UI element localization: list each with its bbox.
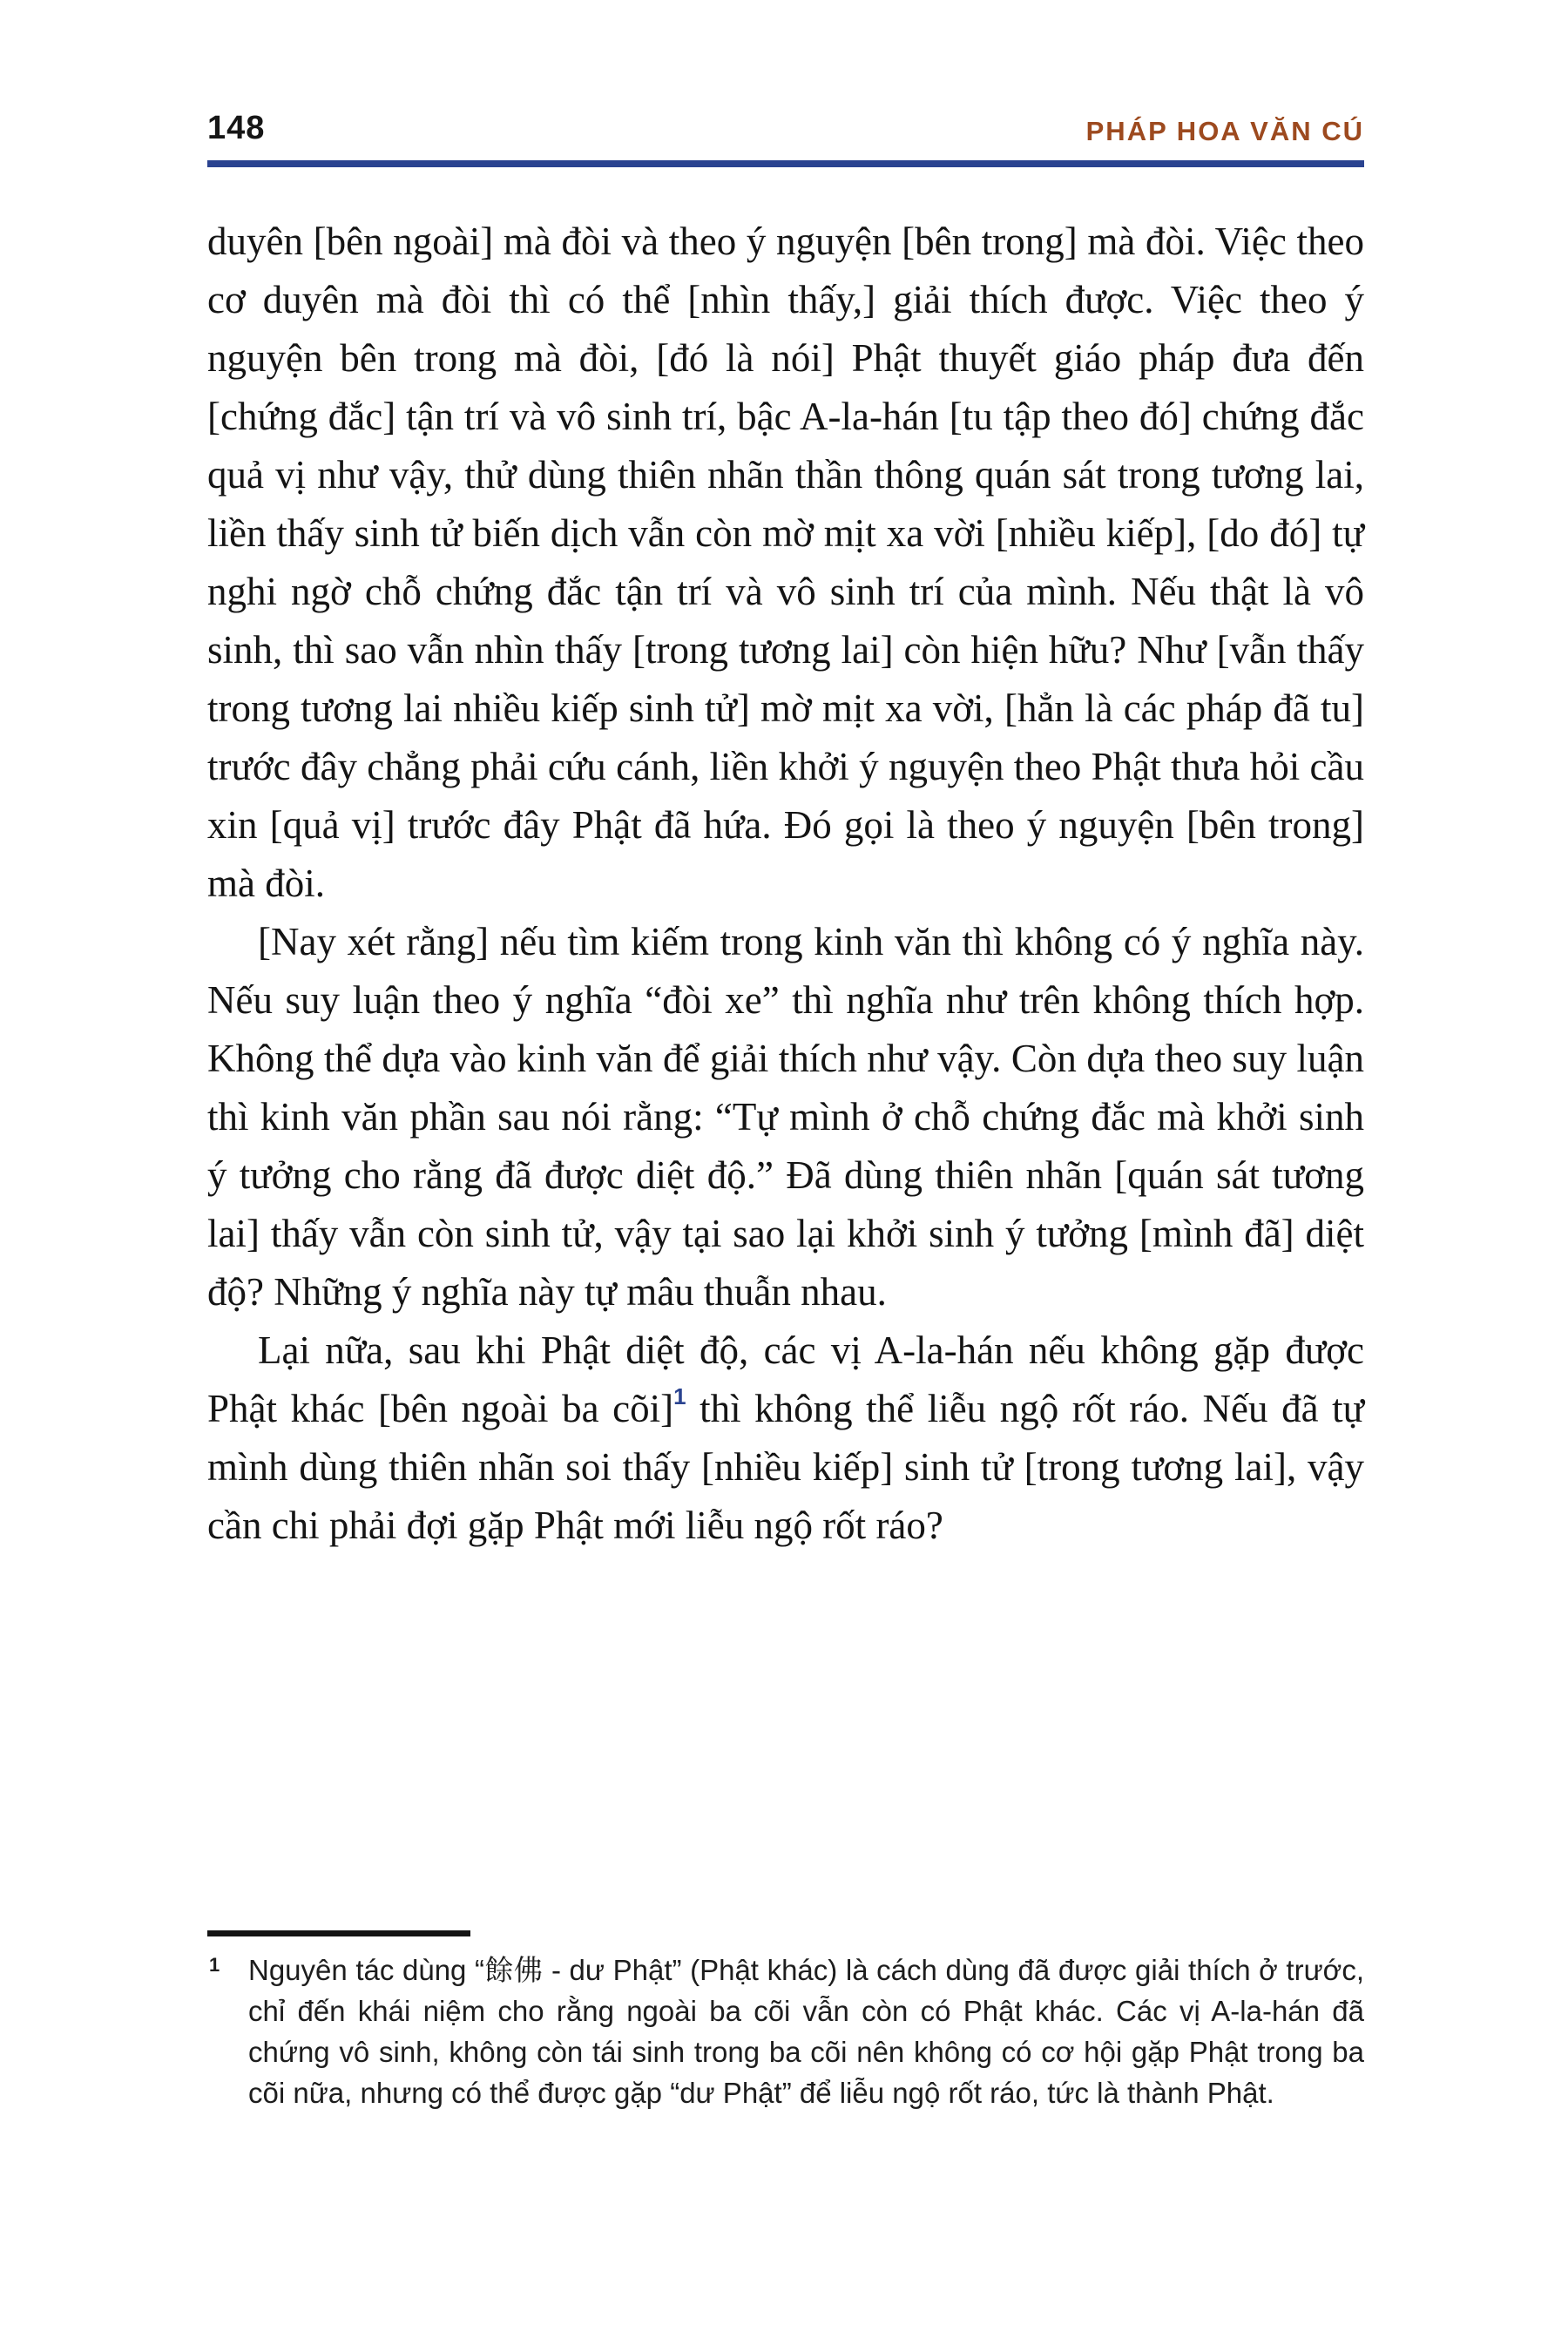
running-header bbox=[207, 0, 1364, 147]
page-content bbox=[207, 0, 1364, 1555]
footnote-reference-number: 1 bbox=[673, 1383, 686, 1409]
paragraph-1: duyên [bên ngoài] mà đòi và theo ý nguyện [bên trong] mà đòi. Việc theo cơ duyên mà đòi thì có thể [nhìn thấy,] giải thích được. Việc theo ý nguyện bên trong mà đòi, [đó là nói] Phật thuyết giáo pháp đưa đến [chứng đắc] tận trí và vô sinh trí, bậc A-la-hán [tu tập theo đó] chứng đắc quả vị như vậy, thử dùng thiên nhãn thần thông quán sát trong tương lai, liền thấy sinh tử biến dịch vẫn còn mờ mịt xa vời [nhiều kiếp], [do đó] tự nghi ngờ chỗ chứng đắc tận trí và vô sinh trí của mình. Nếu thật là vô sinh, thì sao vẫn nhìn thấy [trong tương lai] còn hiện hữu? Như [vẫn thấy trong tương lai nhiều kiếp sinh tử] mờ mịt xa vời, [hẳn là các pháp đã tu] trước đây chẳng phải cứu cánh, liền khởi ý nguyện theo Phật thưa hỏi cầu xin [quả vị] trước đây Phật đã hứa. Đó gọi là theo ý nguyện [bên trong] mà đòi. bbox=[207, 220, 1364, 905]
paragraph-3-text-after-ref: thì không thể liễu ngộ rốt ráo. Nếu đã tự mình dùng thiên nhãn soi thấy [nhiều kiếp] sinh tử [trong tương lai], vậy cần chi phải đợi gặp Phật mới liễu ngộ rốt ráo? bbox=[207, 1387, 1364, 1547]
footnote-area bbox=[207, 1930, 1364, 2113]
paragraph-3 bbox=[207, 1321, 1364, 1555]
footnote-marker: 1 bbox=[209, 1954, 220, 1976]
footnote-separator-rule bbox=[207, 1930, 470, 1936]
header-rule-divider bbox=[207, 160, 1364, 167]
body-text bbox=[207, 213, 1364, 1555]
paragraph-3-text-before-ref: Lại nữa, sau khi Phật diệt độ, các vị A-la-hán nếu không gặp được Phật khác [bên ngoài ba cõi] bbox=[207, 1328, 1364, 1430]
running-title: PHÁP HOA VĂN CÚ bbox=[1085, 116, 1364, 146]
footnote bbox=[207, 1950, 1364, 2113]
footnote-text: Nguyên tác dùng “餘佛 - dư Phật” (Phật khác) là cách dùng đã được giải thích ở trước, chỉ đến khái niệm cho rằng ngoài ba cõi vẫn còn có Phật khác. Các vị A-la-hán đã chứng vô sinh, không còn tái sinh trong ba cõi nên không có cơ hội gặp Phật trong ba cõi nữa, nhưng có thể được gặp “dư Phật” để liễu ngộ rốt ráo, tức là thành Phật. bbox=[248, 1954, 1364, 2109]
page-number: 148 bbox=[207, 110, 266, 146]
paragraph-2: [Nay xét rằng] nếu tìm kiếm trong kinh văn thì không có ý nghĩa này. Nếu suy luận theo ý nghĩa “đòi xe” thì nghĩa như trên không thích hợp. Không thể dựa vào kinh văn để giải thích như vậy. Còn dựa theo suy luận thì kinh văn phần sau nói rằng: “Tự mình ở chỗ chứng đắc mà khởi sinh ý tưởng cho rằng đã được diệt độ.” Đã dùng thiên nhãn [quán sát tương lai] thấy vẫn còn sinh tử, vậy tại sao lại khởi sinh ý tưởng [mình đã] diệt độ? Những ý nghĩa này tự mâu thuẫn nhau. bbox=[207, 920, 1364, 1314]
